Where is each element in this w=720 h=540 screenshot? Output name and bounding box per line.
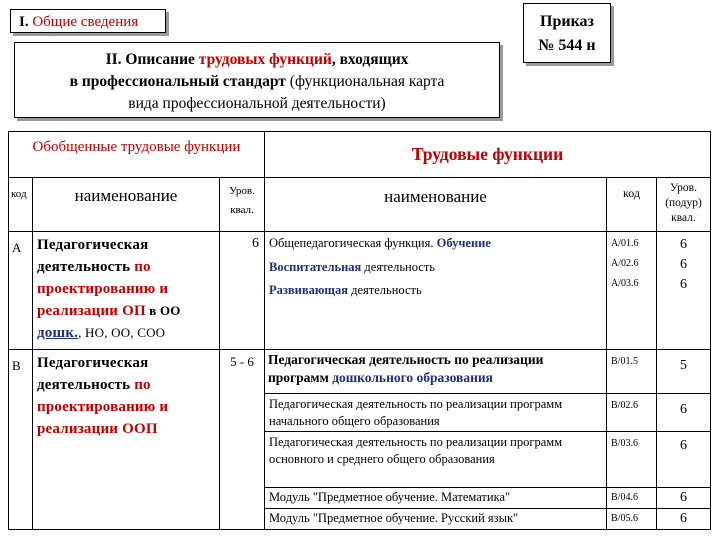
function-a2 — [269, 259, 604, 276]
group-a-level: 6 — [220, 232, 265, 350]
function-a3-colored: Развивающая — [269, 283, 348, 297]
function-code-b3: B/03.6 — [607, 432, 657, 488]
header-row-2 — [9, 178, 711, 232]
col-level-header — [220, 178, 265, 232]
col-name-gen-header: наименование — [33, 178, 220, 232]
group-a-name-dosh: дошк. — [37, 325, 79, 341]
function-level-b4: 6 — [657, 488, 711, 509]
function-code-b4: B/04.6 — [607, 488, 657, 509]
group-b-code: В — [9, 350, 33, 530]
group-a-name-tail: , НО, ОО, СОО — [78, 325, 166, 340]
section2-box — [14, 42, 500, 118]
function-level-b5: 6 — [657, 509, 711, 530]
function-level-a1: 6 — [680, 237, 687, 252]
col-sublevel-header — [657, 178, 711, 232]
group-a-sublevels — [657, 232, 711, 350]
group-b-name — [33, 350, 220, 530]
section2-line3: вида профессиональной деятельности) — [128, 95, 386, 112]
section2-red: трудовых функций — [198, 51, 332, 68]
section2-line2a: в профессиональный стандарт — [69, 73, 290, 90]
order-line2: № 544 н — [538, 37, 596, 54]
section1-title: Общие сведения — [32, 14, 139, 30]
function-b5: Модуль "Предметное обучение. Русский язык" — [265, 509, 607, 530]
section2-prefix: II. Описание — [105, 51, 199, 68]
col-sublevel-line2: (подур) — [665, 197, 702, 209]
section2-line1 — [15, 49, 499, 71]
functional-map-table — [8, 131, 711, 530]
group-b-name-red: по проектированию и реализации ООП — [37, 377, 169, 437]
group-a-name-small: в ОО — [145, 303, 181, 318]
function-level-b2: 6 — [657, 394, 711, 432]
function-b1 — [265, 350, 607, 394]
order-line1: Приказ — [540, 13, 594, 30]
function-code-b1: B/01.5 — [607, 350, 657, 394]
gen-functions-header: Обобщенные трудовые функции — [9, 132, 265, 178]
order-box — [523, 3, 611, 63]
function-a1-text: Общепедагогическая функция. — [269, 236, 437, 250]
function-b1-text: Педагогическая деятельность по реализации программ — [268, 352, 544, 385]
function-code-a3: A/03.6 — [611, 278, 639, 289]
group-a-codes — [607, 232, 657, 350]
group-a-row — [9, 232, 711, 350]
group-b-name-part1: Педагогическая деятельность — [37, 355, 149, 393]
col-name-tf-header: наименование — [265, 178, 607, 232]
function-code-a2: A/02.6 — [611, 258, 639, 269]
header-row-1 — [9, 132, 711, 178]
function-a2-colored: Воспитательная — [269, 259, 362, 274]
group-a-code: А — [9, 232, 33, 350]
function-level-b3: 6 — [657, 432, 711, 488]
function-b2: Педагогическая деятельность по реализации программ начального общего образования — [265, 394, 607, 432]
col-level-line1: Уров. — [229, 185, 255, 197]
col-code-tf-header: код — [607, 178, 657, 232]
function-b4: Модуль "Предметное обучение. Математика" — [265, 488, 607, 509]
function-level-b1: 5 — [657, 350, 711, 394]
function-b1-blue: дошкольного образования — [332, 370, 493, 385]
function-a1 — [269, 235, 604, 252]
group-b-row-1 — [9, 350, 711, 394]
col-code-header: код — [9, 178, 33, 232]
group-b-level: 5 - 6 — [220, 350, 265, 530]
section1-number: I. — [19, 14, 29, 30]
section2-line2 — [15, 71, 499, 93]
function-a3-text: деятельность — [347, 283, 422, 297]
function-code-b2: B/02.6 — [607, 394, 657, 432]
function-a3 — [269, 282, 604, 299]
section1-box — [10, 9, 166, 33]
section2-line2b: (функциональная карта — [289, 73, 445, 90]
function-code-a1: A/01.6 — [611, 238, 639, 249]
section2-mid: , входящих — [331, 51, 409, 68]
function-code-b5: B/05.6 — [607, 509, 657, 530]
function-level-a3: 6 — [680, 277, 687, 292]
col-level-line2: квал. — [230, 204, 254, 216]
function-b3: Педагогическая деятельность по реализации программ основного и среднего общего образования — [265, 432, 607, 488]
group-a-name-red: по проектированию и реализации ОП — [37, 259, 169, 319]
group-a-name — [33, 232, 220, 350]
function-level-a2: 6 — [680, 257, 687, 272]
col-sublevel-line3: квал. — [671, 212, 696, 224]
function-a1-blue: Обучение — [436, 236, 491, 250]
group-a-functions — [265, 232, 607, 350]
function-a2-text: деятельность — [361, 259, 435, 274]
col-sublevel-line1: Уров. — [670, 182, 697, 194]
group-a-name-part1: Педагогическая деятельность — [37, 237, 149, 275]
labor-functions-header: Трудовые функции — [265, 132, 711, 178]
